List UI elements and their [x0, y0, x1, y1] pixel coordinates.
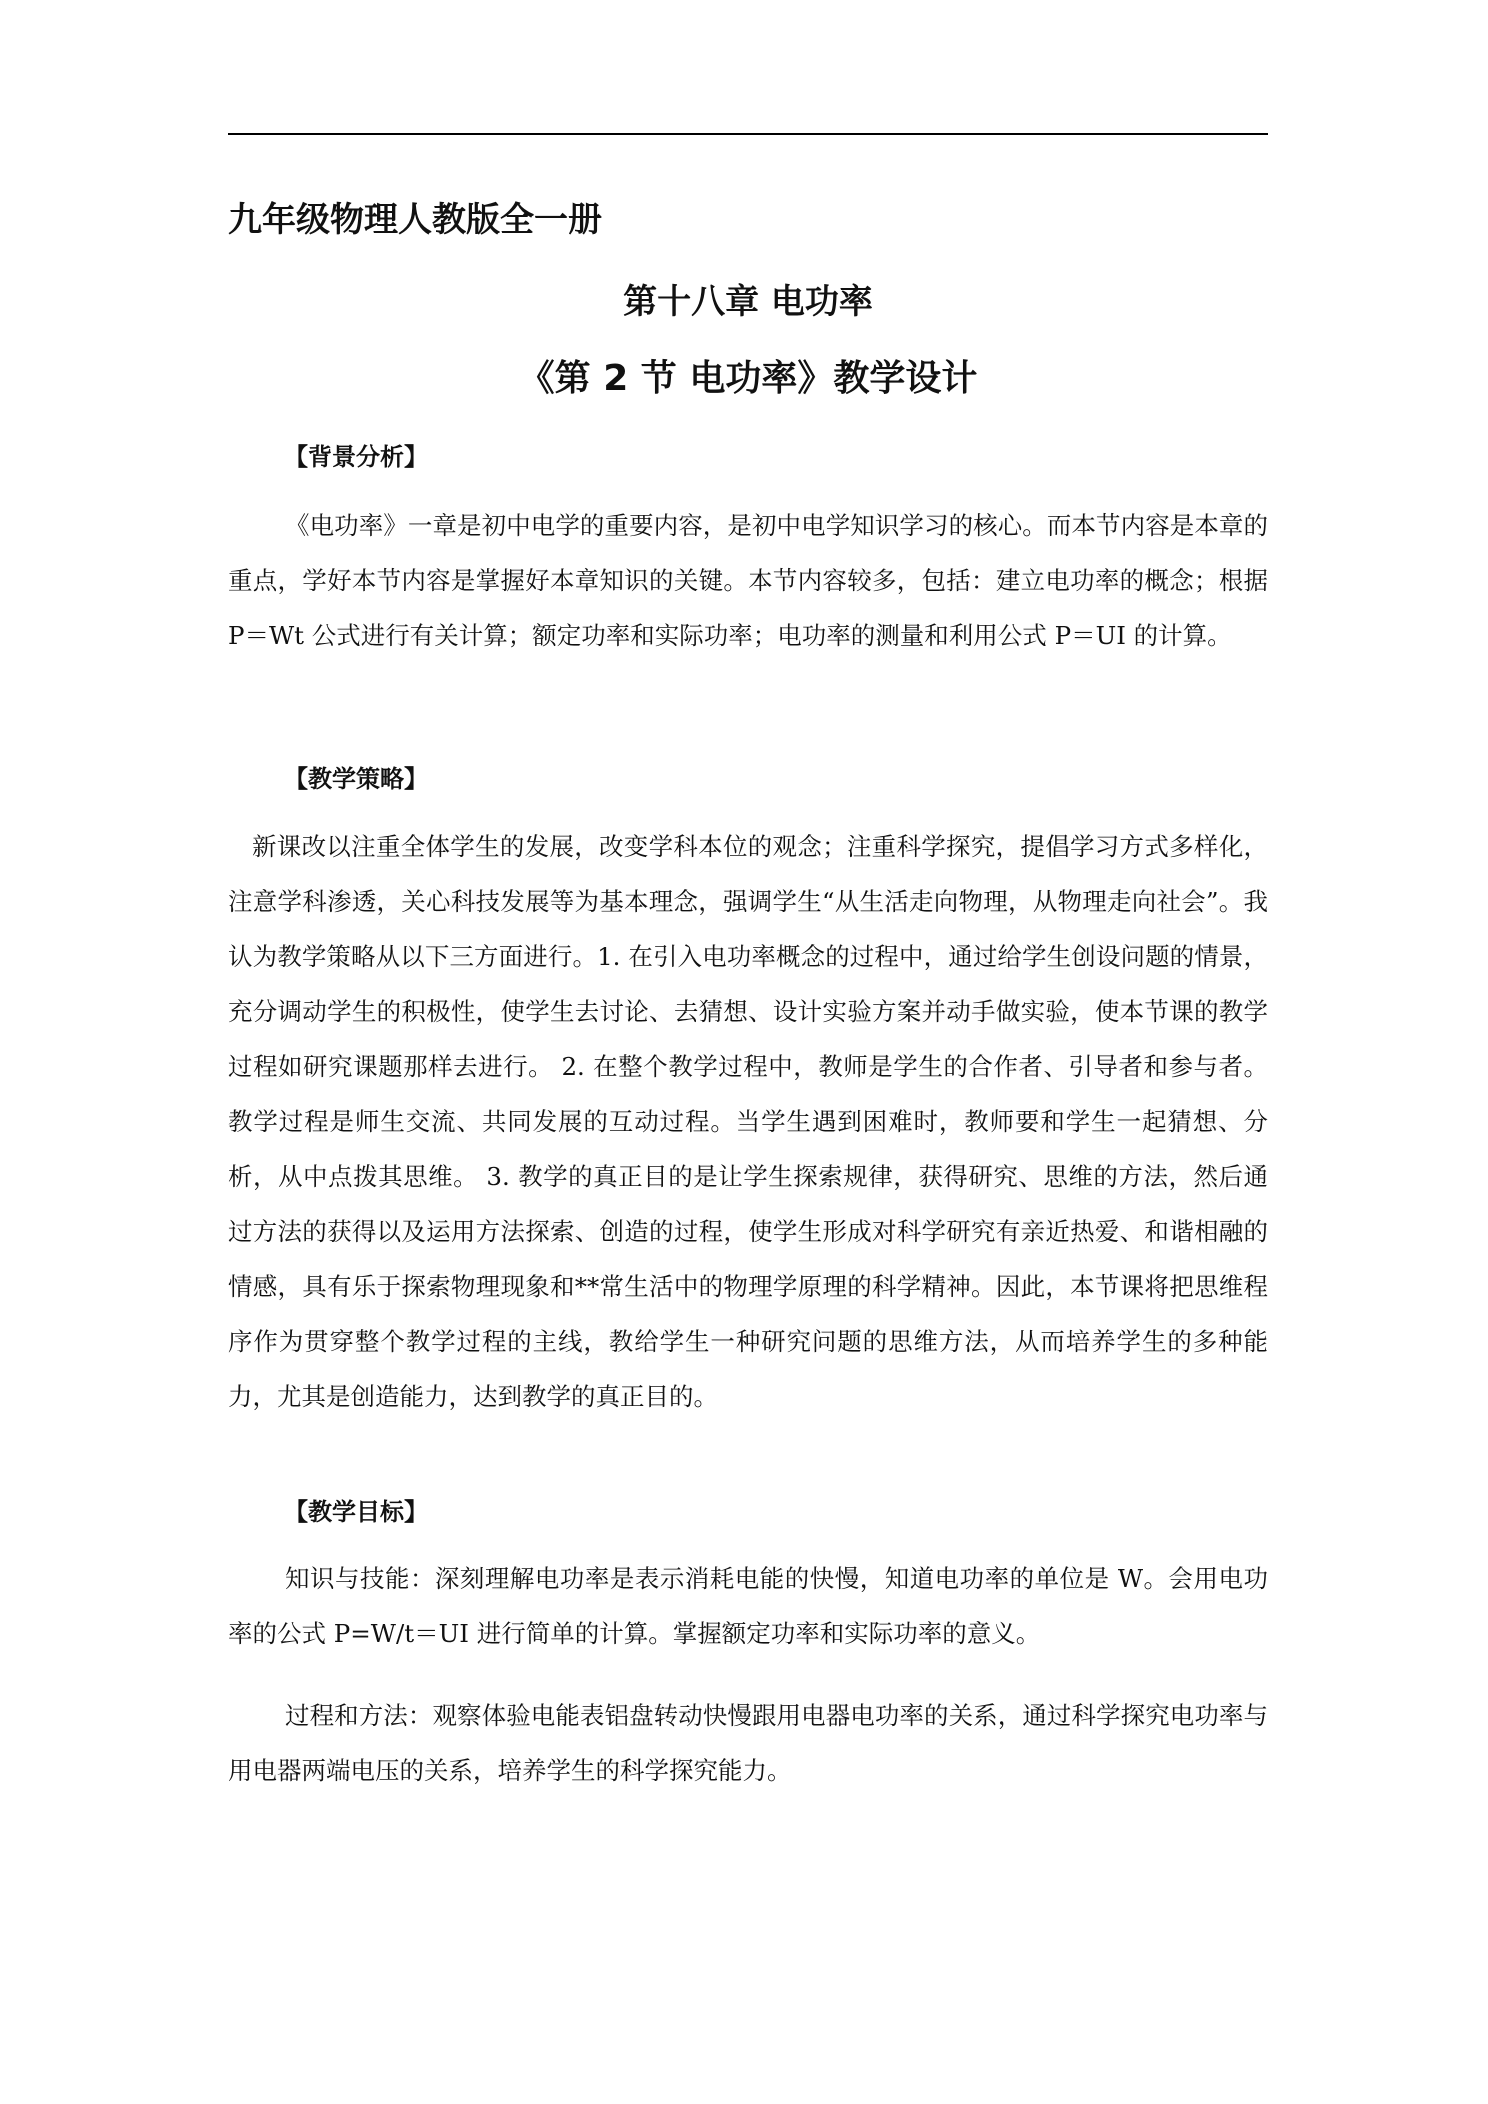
chapter-title: 第十八章 电功率	[623, 282, 873, 322]
paragraph-strategy: 新课改以注重全体学生的发展，改变学科本位的观念；注重科学探究，提倡学习方式多样化，注意学科渗透，关心科技发展等为基本理念，强调学生“从生活走向物理，从物理走向社会”。我认为教学策略从以下三方面进行。1. 在引入电功率概念的过程中，通过给学生创设问题的情景，充分调动学生的积极性，使学生去讨论、去猜想、设计实验方案并动手做实验，使本节课的教学过程如研究课题那样去进行。 2. 在整个教学过程中，教师是学生的合作者、引导者和参与者。教学过程是师生交流、共同发展的互动过程。当学生遇到困难时，教师要和学生一起猜想、分析，从中点拨其思维。 3. 教学的真正目的是让学生探索规律，获得研究、思维的方法，然后通过方法的获得以及运用方法探索、创造的过程，使学生形成对科学研究有亲近热爱、和谐相融的情感，具有乐于探索物理现象和**常生活中的物理学原理的科学精神。因此，本节课将把思维程序作为贯穿整个教学过程的主线，教给学生一种研究问题的思维方法，从而培养学生的多种能力，尤其是创造能力，达到教学的真正目的。	[228, 832, 1268, 1411]
paragraph-background: 《电功率》一章是初中电学的重要内容，是初中电学知识学习的核心。而本节内容是本章的重点，学好本节内容是掌握好本章知识的关键。本节内容较多，包括：建立电功率的概念；根据 P＝Wt 公式进行有关计算；额定功率和实际功率；电功率的测量和利用公式 P＝UI 的计算。	[228, 511, 1268, 650]
lesson-title: 《第 2 节 电功率》教学设计	[518, 358, 978, 399]
section-heading-objectives: 【教学目标】	[284, 1498, 428, 1526]
paragraph-process-method: 过程和方法：观察体验电能表铝盘转动快慢跟用电器电功率的关系，通过科学探究电功率与用电器两端电压的关系，培养学生的科学探究能力。	[228, 1701, 1268, 1785]
book-title: 九年级物理人教版全一册	[228, 200, 602, 240]
paragraph-knowledge-skills: 知识与技能：深刻理解电功率是表示消耗电能的快慢，知道电功率的单位是 W。会用电功率的公式 P=W/t＝UI 进行简单的计算。掌握额定功率和实际功率的意义。	[228, 1564, 1268, 1648]
section-heading-strategy: 【教学策略】	[284, 765, 428, 793]
section-heading-background: 【背景分析】	[284, 443, 428, 471]
header-rule	[228, 133, 1268, 135]
